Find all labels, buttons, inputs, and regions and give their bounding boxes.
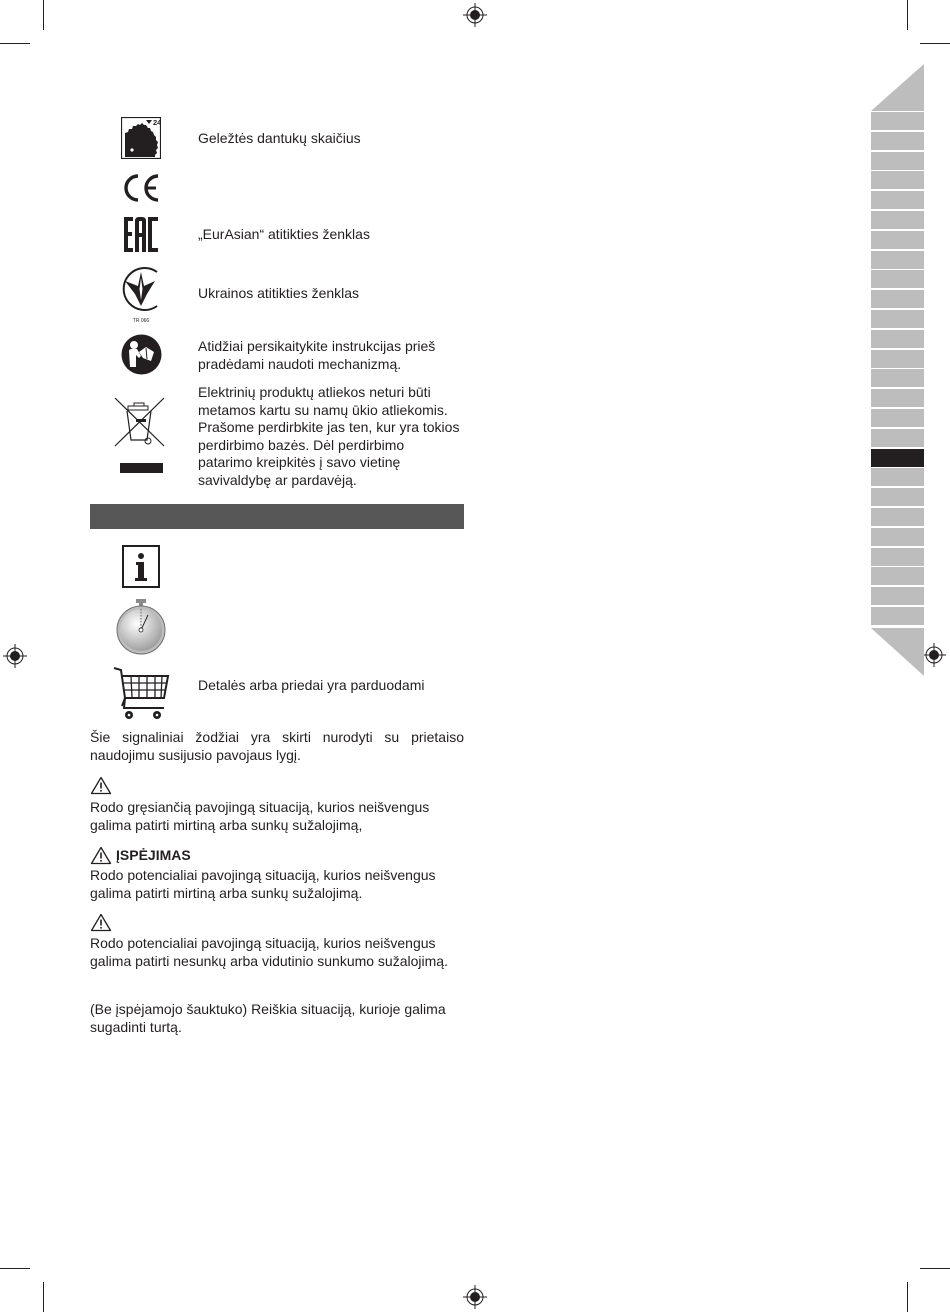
chapter-tab <box>871 587 924 605</box>
symbol-label: Geležtės dantukų skaičius <box>198 130 361 146</box>
chapter-tab <box>871 211 924 229</box>
chapter-tab <box>871 468 924 486</box>
crop-mark <box>0 43 30 44</box>
crop-mark <box>43 1282 44 1312</box>
chapter-tab <box>871 548 924 566</box>
crop-mark <box>920 43 950 44</box>
registration-mark-icon <box>3 644 27 668</box>
chapter-tab <box>871 270 924 288</box>
chapter-tab <box>871 171 924 189</box>
eac-mark-icon <box>123 216 159 253</box>
symbol-label: Elektrinių produktų atliekos neturi būti metamos kartu su namų ūkio atliekomis. Prašome perdirbkite jas ten, kur yra tokios perdirbimo bazės. Dėl perdirbimo patarimo kreipkitės į savo vietinę savivaldybę ar pardavėją. <box>198 384 460 488</box>
chapter-tab <box>871 488 924 506</box>
chapter-tab-active <box>871 449 924 467</box>
registration-mark-icon <box>463 1285 487 1309</box>
tab-strip-top-bevel <box>871 64 924 112</box>
chapter-tab <box>871 191 924 209</box>
ukraine-mark-code: TR 066 <box>132 318 150 324</box>
crop-mark <box>43 0 44 30</box>
chapter-tab <box>871 132 924 150</box>
registration-mark-icon <box>922 643 946 667</box>
chapter-tab <box>871 567 924 585</box>
signal-text: (Be įspėjamojo šauktuko) Reiškia situaciją, kurioje galima sugadinti turtą. <box>90 1001 446 1035</box>
crop-mark <box>920 1268 950 1269</box>
chapter-tab <box>871 310 924 328</box>
symbol-label: „EurAsian“ atitikties ženklas <box>198 226 370 242</box>
chapter-tab-strip <box>871 64 924 676</box>
chapter-tab <box>871 152 924 170</box>
registration-mark-icon <box>463 3 487 27</box>
chapter-tab <box>871 528 924 546</box>
chapter-tab <box>871 429 924 447</box>
crop-mark <box>907 0 908 30</box>
warning-triangle-icon <box>90 913 112 932</box>
chapter-tab <box>871 409 924 427</box>
symbol-label: Atidžiai persikaitykite instrukcijas prieš pradėdami naudoti mechanizmą. <box>198 338 436 372</box>
chapter-tab <box>871 112 924 130</box>
chapter-tab <box>871 330 924 348</box>
chapter-tab <box>871 251 924 269</box>
section-header-bar <box>90 504 464 529</box>
chapter-tab <box>871 290 924 308</box>
ukraine-conformity-icon <box>117 264 165 324</box>
signal-text: Rodo potencialiai pavojingą situaciją, kurios neišvengus galima patirti nesunkų arba vidutinio sunkumo sužalojimą. <box>90 935 448 969</box>
chapter-tab <box>871 389 924 407</box>
read-manual-icon <box>121 334 162 375</box>
chapter-tab <box>871 508 924 526</box>
signal-intro: Šie signaliniai žodžiai yra skirti nurodyti su prietaiso naudojimu susijusio pavojaus lygį. <box>90 729 464 763</box>
ce-mark-icon <box>122 174 160 202</box>
crop-mark <box>0 1268 30 1269</box>
warning-triangle-icon <box>90 776 112 795</box>
crop-mark <box>907 1282 908 1312</box>
signal-word: ĮSPĖJIMAS <box>116 847 191 863</box>
info-icon <box>122 545 160 588</box>
tab-strip-bottom-bevel <box>871 628 924 676</box>
warning-triangle-icon <box>90 846 112 865</box>
signal-heading <box>90 775 116 795</box>
signal-text: Rodo potencialiai pavojingą situaciją, kurios neišvengus galima patirti mirtiną arba sunkų sužalojimą. <box>90 867 436 901</box>
shopping-cart-icon <box>112 666 170 722</box>
saw-teeth-count: 24 <box>153 118 161 127</box>
signal-heading <box>90 912 116 932</box>
stopwatch-icon <box>115 597 167 657</box>
symbol-label: Detalės arba priedai yra parduodami <box>198 677 425 693</box>
saw-blade-teeth-icon <box>121 117 161 159</box>
weee-crossed-bin-icon <box>114 396 168 474</box>
chapter-tab <box>871 231 924 249</box>
chapter-tab <box>871 607 924 625</box>
signal-heading <box>90 845 191 865</box>
chapter-tab <box>871 369 924 387</box>
symbol-label: Ukrainos atitikties ženklas <box>198 285 360 301</box>
chapter-tab <box>871 350 924 368</box>
signal-text: Rodo gręsiančią pavojingą situaciją, kurios neišvengus galima patirti mirtiną arba sunkų sužalojimą, <box>90 799 430 833</box>
